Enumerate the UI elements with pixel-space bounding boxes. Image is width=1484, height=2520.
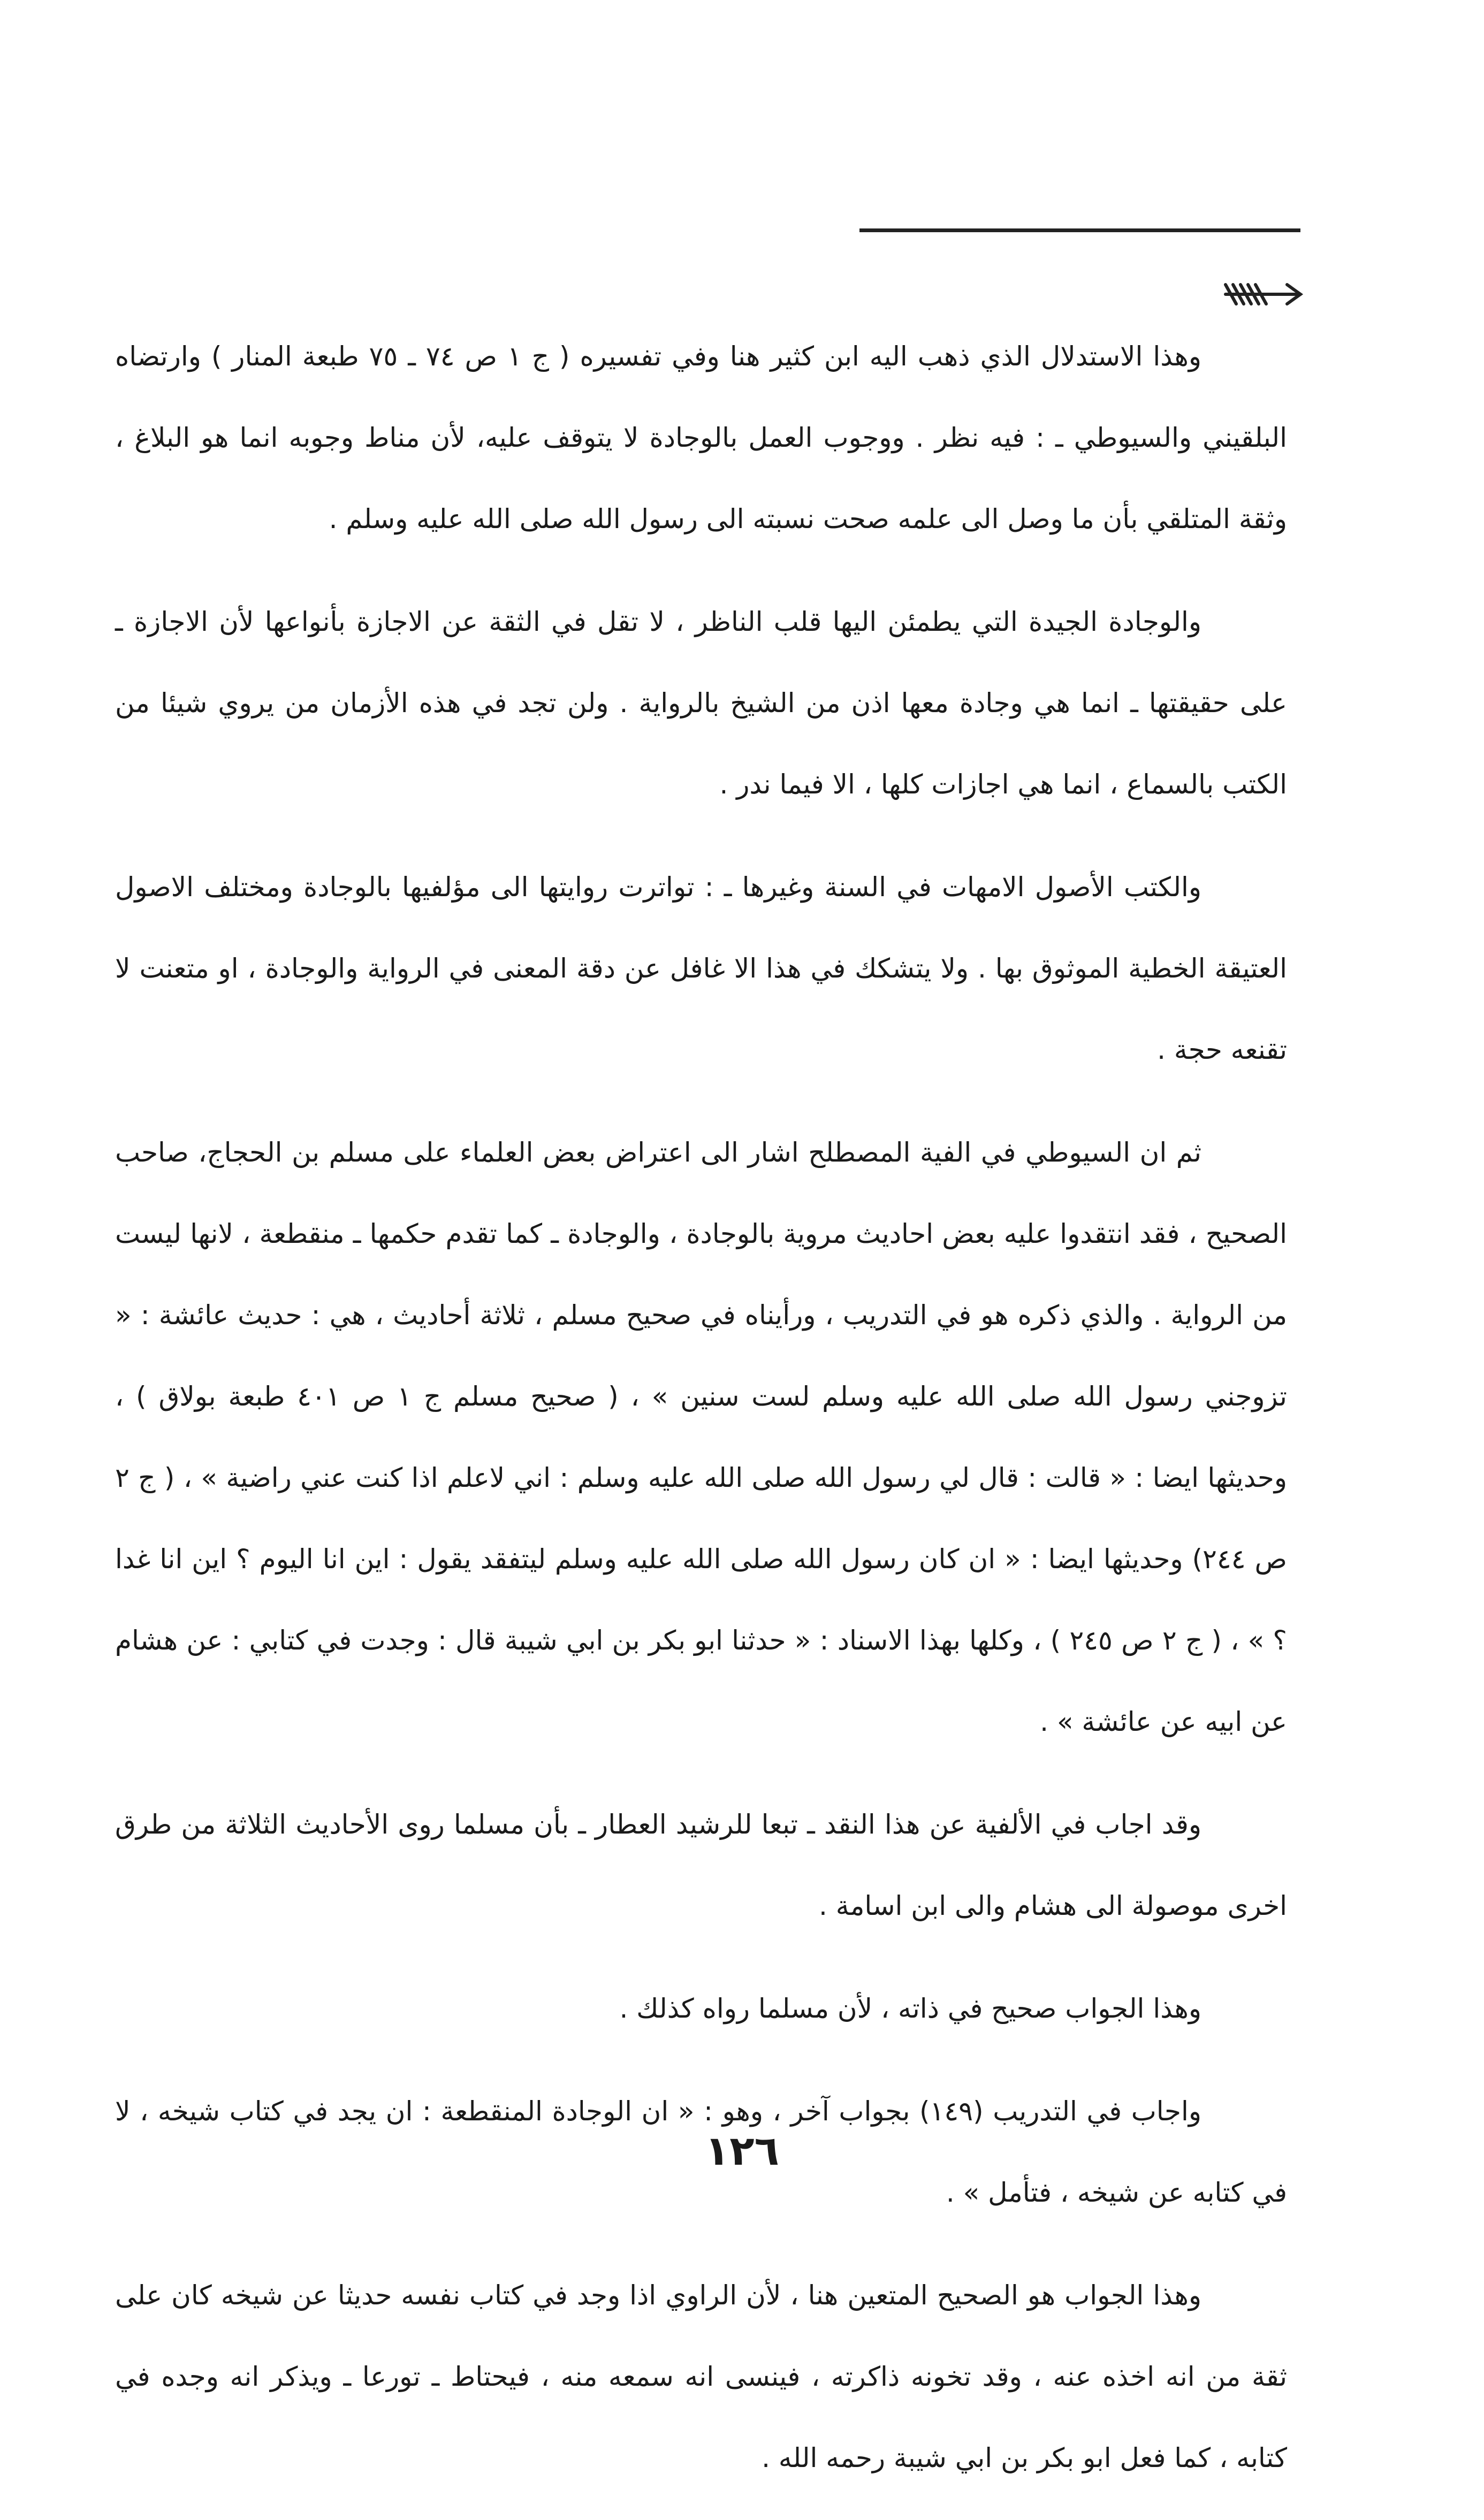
paragraph-5: وقد اجاب في الألفية عن هذا النقد ـ تبعا للرشيد العطار ـ بأن مسلما روى الأحاديث الثلاثة من طرق اخرى موصولة الى هشام والى ابن اسامة . <box>115 1809 1287 1921</box>
paragraph-2: والوجادة الجيدة التي يطمئن اليها قلب الناظر ، لا تقل في الثقة عن الاجازة بأنواعها لأن الاجازة ـ على حقيقتها ـ انما هي وجادة معها اذن من الشيخ بالرواية . ولن تجد في هذه الأزمان من يروي شيئا من الكتب بالسماع ، انما هي اجازات كلها ، الا فيما ندر . <box>115 606 1287 800</box>
body-text <box>115 316 1287 2520</box>
paragraph-1: وهذا الاستدلال الذي ذهب اليه ابن كثير هنا وفي تفسيره ( ج ١ ص ٧٤ ـ ٧٥ طبعة المنار ) وارتضاه البلقيني والسيوطي ـ : فيه نظر . ووجوب العمل بالوجادة لا يتوقف عليه، لأن مناط وجوبه انما هو البلاغ ، وثقة المتلقي بأن ما وصل الى علمه صحت نسبته الى رسول الله صلى الله عليه وسلم . <box>115 341 1287 534</box>
paragraph-7: واجاب في التدريب (١٤٩) بجواب آخر ، وهو : « ان الوجادة المنقطعة : ان يجد في كتاب شيخه ، لا في كتابه عن شيخه ، فتأمل » . <box>115 2096 1287 2208</box>
paragraph-4: ثم ان السيوطي في الفية المصطلح اشار الى اعتراض بعض العلماء على مسلم بن الحجاج، صاحب الصحيح ، فقد انتقدوا عليه بعض احاديث مروية بالوجادة ، والوجادة ـ كما تقدم حكمها ـ منقطعة ، لانها ليست من الرواية . والذي ذكره هو في التدريب ، ورأيناه في صحيح مسلم ، ثلاثة أحاديث ، هي : حديث عائشة : « تزوجني رسول الله صلى الله عليه وسلم لست سنين » ، ( صحيح مسلم ج ١ ص ٤٠١ طبعة بولاق ) ، وحديثها ايضا : « قالت : قال لي رسول الله صلى الله عليه وسلم : اني لاعلم اذا كنت عني راضية » ، ( ج ٢ ص ٢٤٤) وحديثها ايضا : « ان كان رسول الله صلى الله عليه وسلم ليتفقد يقول : اين انا اليوم ؟ اين انا غدا ؟ » ، ( ج ٢ ص ٢٤٥ ) ، وكلها بهذا الاسناد : « حدثنا ابو بكر بن ابي شيبة قال : وجدت في كتابي : عن هشام عن ابيه عن عائشة » . <box>115 1137 1288 1737</box>
page-number: ١٢٦ <box>704 2127 780 2174</box>
section-arrow-icon <box>1215 278 1306 310</box>
paragraph-6: وهذا الجواب صحيح في ذاته ، لأن مسلما رواه كذلك . <box>619 1993 1201 2024</box>
header-rule <box>859 228 1300 232</box>
paragraph-8: وهذا الجواب هو الصحيح المتعين هنا ، لأن الراوي اذا وجد في كتاب نفسه حديثا عن شيخه كان على ثقة من انه اخذه عنه ، وقد تخونه ذاكرته ، فينسى انه سمعه منه ، فيحتاط ـ تورعا ـ ويذكر انه وجده في كتابه ، كما فعل ابو بكر بن ابي شيبة رحمه الله . <box>115 2280 1287 2473</box>
paragraph-3: والكتب الأصول الامهات في السنة وغيرها ـ : تواترت روايتها الى مؤلفيها بالوجادة ومختلف الاصول العتيقة الخطية الموثوق بها . ولا يتشكك في هذا الا غافل عن دقة المعنى في الرواية والوجادة ، او متعنت لا تقنعه حجة . <box>115 872 1287 1065</box>
